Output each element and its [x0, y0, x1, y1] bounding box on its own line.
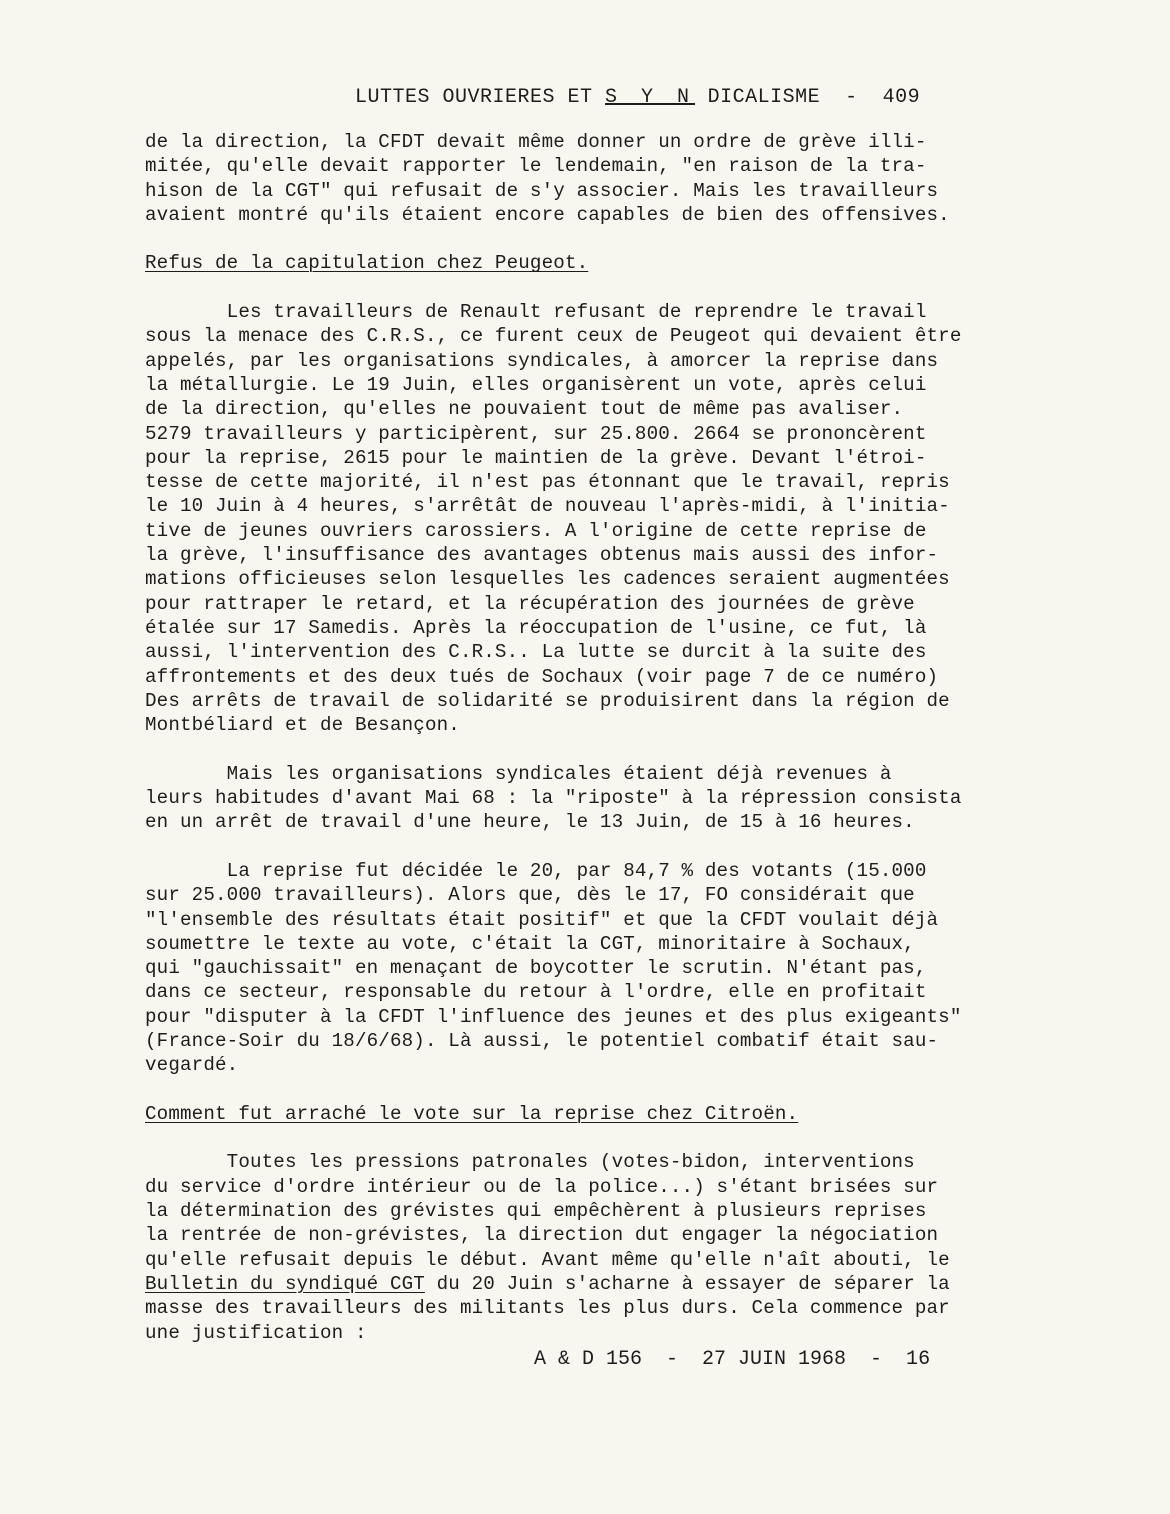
text-line: la métallurgie. Le 19 Juin, elles organisèrent un vote, après celui: [145, 373, 927, 396]
text-line: leurs habitudes d'avant Mai 68 : la "riposte" à la répression consista: [145, 787, 962, 810]
text-line: (France-Soir du 18/6/68). Là aussi, le potentiel combatif était sau-: [145, 1029, 939, 1052]
paragraph-4: [145, 859, 1045, 1078]
paragraph-2: [145, 300, 1045, 737]
body-text: [145, 130, 1045, 1345]
text-line: la détermination des grévistes qui empêchèrent à plusieurs reprises: [145, 1200, 927, 1223]
text-line: une justification :: [145, 1321, 367, 1344]
text-line: tive de jeunes ouvriers carossiers. A l'origine de cette reprise de: [145, 519, 927, 542]
text-line: dans ce secteur, responsable du retour à l'ordre, elle en profitait: [145, 981, 927, 1004]
header-syn-underlined: S Y N: [605, 86, 696, 109]
text-line: en un arrêt de travail d'une heure, le 13 Juin, de 15 à 16 heures.: [145, 811, 915, 834]
bulletin-title: Bulletin du syndiqué CGT: [145, 1272, 425, 1295]
text-line: vegardé.: [145, 1054, 239, 1077]
text-line: Mais les organisations syndicales étaient déjà revenues à: [145, 762, 892, 785]
text-line: de la direction, qu'elles ne pouvaient tout de même pas avaliser.: [145, 398, 904, 421]
text-line: Toutes les pressions patronales (votes-bidon, interventions: [145, 1151, 915, 1174]
text-line: sous la menace des C.R.S., ce furent ceux de Peugeot qui devaient être: [145, 325, 962, 348]
text-line: tesse de cette majorité, il n'est pas étonnant que le travail, repris: [145, 471, 950, 494]
text-line: mitée, qu'elle devait rapporter le lendemain, "en raison de la tra-: [145, 155, 927, 178]
text-line: soumettre le texte au vote, c'était la CGT, minoritaire à Sochaux,: [145, 932, 915, 955]
section-heading-peugeot: [145, 251, 1045, 275]
section-heading-text: Refus de la capitulation chez Peugeot.: [145, 252, 589, 275]
paragraph-3: [145, 762, 1045, 835]
text-line: masse des travailleurs des militants les plus durs. Cela commence par: [145, 1297, 950, 1320]
text-line: hison de la CGT" qui refusait de s'y associer. Mais les travailleurs: [145, 179, 939, 202]
text-line: [145, 1272, 1045, 1296]
text-line: Montbéliard et de Besançon.: [145, 714, 460, 737]
text-line: "l'ensemble des résultats était positif" et que la CFDT voulait déjà: [145, 908, 939, 931]
text-line: Des arrêts de travail de solidarité se produisirent dans la région de: [145, 689, 950, 712]
text-line: pour "disputer à la CFDT l'influence des jeunes et des plus exigeants": [145, 1005, 962, 1028]
text-line: mations officieuses selon lesquelles les cadences seraient augmentées: [145, 568, 950, 591]
text-line: qu'elle refusait depuis le début. Avant même qu'elle n'aît abouti, le: [145, 1248, 950, 1271]
page-header: [355, 86, 920, 109]
bulletin-rest: du 20 Juin s'acharne à essayer de séparer la: [424, 1272, 950, 1295]
text-line: Les travailleurs de Renault refusant de reprendre le travail: [145, 301, 927, 324]
section-heading-text: Comment fut arraché le vote sur la reprise chez Citroën.: [145, 1102, 799, 1125]
header-suffix: DICALISME - 409: [695, 86, 921, 109]
text-line: appelés, par les organisations syndicales, à amorcer la reprise dans: [145, 349, 939, 372]
text-line: qui "gauchissait" en menaçant de boycotter le scrutin. N'étant pas,: [145, 957, 927, 980]
section-heading-citroen: [145, 1102, 1045, 1126]
paragraph-1: [145, 130, 1045, 227]
text-line: sur 25.000 travailleurs). Alors que, dès le 17, FO considérait que: [145, 884, 915, 907]
text-line: du service d'ordre intérieur ou de la police...) s'étant brisées sur: [145, 1175, 939, 1198]
text-line: aussi, l'intervention des C.R.S.. La lutte se durcit à la suite des: [145, 641, 927, 664]
header-prefix: LUTTES OUVRIERES ET: [355, 86, 606, 109]
text-line: avaient montré qu'ils étaient encore capables de bien des offensives.: [145, 203, 950, 226]
text-line: de la direction, la CFDT devait même donner un ordre de grève illi-: [145, 131, 927, 153]
text-line: la grève, l'insuffisance des avantages obtenus mais aussi des infor-: [145, 544, 939, 567]
text-line: La reprise fut décidée le 20, par 84,7 % des votants (15.000: [145, 859, 927, 882]
text-line: pour rattraper le retard, et la récupération des journées de grève: [145, 592, 915, 615]
paragraph-5: [145, 1150, 1045, 1344]
text-line: affrontements et des deux tués de Sochaux (voir page 7 de ce numéro): [145, 665, 939, 688]
text-line: 5279 travailleurs y participèrent, sur 25.800. 2664 se prononcèrent: [145, 422, 927, 445]
text-line: étalée sur 17 Samedis. Après la réoccupation de l'usine, ce fut, là: [145, 616, 927, 639]
text-line: la rentrée de non-grévistes, la direction dut engager la négociation: [145, 1224, 939, 1247]
text-line: le 10 Juin à 4 heures, s'arrêtât de nouveau l'après-midi, à l'initia-: [145, 495, 950, 518]
text-line: pour la reprise, 2615 pour le maintien de la grève. Devant l'étroi-: [145, 446, 927, 469]
page-footer: A & D 156 - 27 JUIN 1968 - 16: [534, 1348, 931, 1371]
